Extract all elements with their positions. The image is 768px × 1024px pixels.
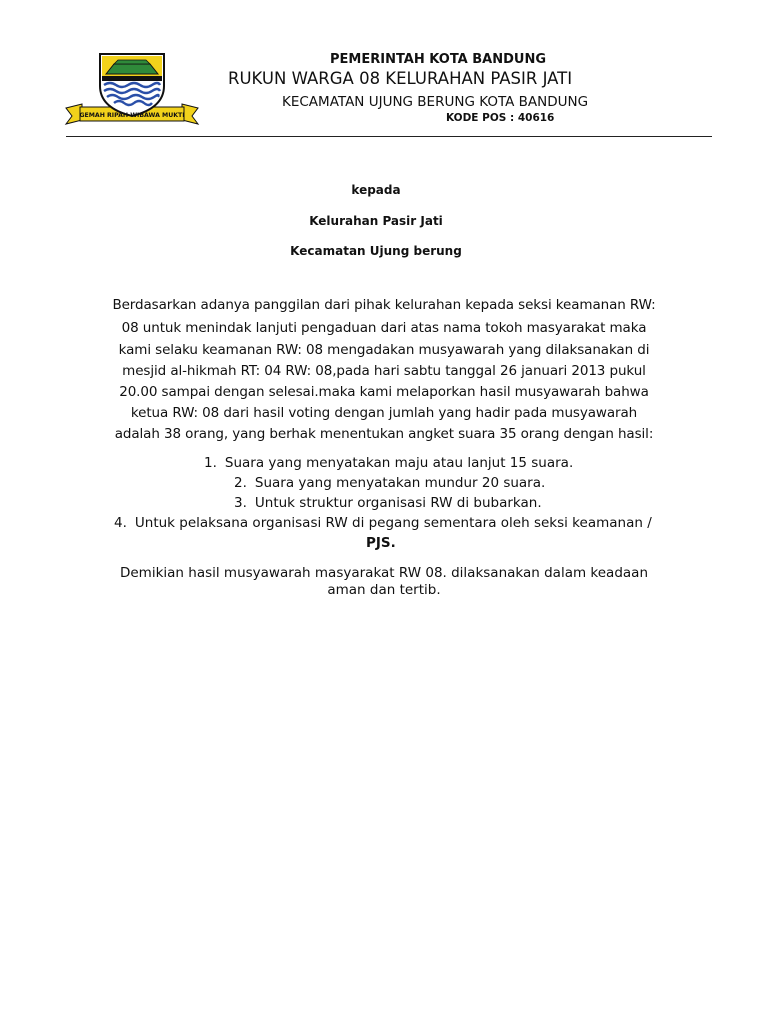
closing-line-2: aman dan tertib. [327,582,441,598]
list-item [114,515,652,531]
list-item [204,455,573,471]
list-item-number: 4. [114,515,127,531]
letterhead-divider [66,136,712,137]
body-line: Berdasarkan adanya panggilan dari pihak kelurahan kepada seksi keamanan RW: [112,297,656,313]
body-line: adalah 38 orang, yang berhak menentukan angket suara 35 orang dengan hasil: [114,426,654,442]
list-item-number: 1. [204,455,217,471]
closing-line-1: Demikian hasil musyawarah masyarakat RW 08. dilaksanakan dalam keadaan [119,565,649,581]
list-item-text: Suara yang menyatakan maju atau lanjut 15 suara. [224,455,574,471]
list-item-text: Untuk pelaksana organisasi RW di pegang sementara oleh seksi keamanan / [134,515,652,531]
list-item-continuation: PJS. [366,535,396,551]
letterhead-government: PEMERINTAH KOTA BANDUNG [330,52,547,67]
list-item-number: 3. [234,495,247,511]
list-item [234,475,545,491]
list-item-text: Untuk struktur organisasi RW di bubarkan. [254,495,542,511]
recipient-district: Kecamatan Ujung berung [290,244,462,258]
recipient-name: Kelurahan Pasir Jati [309,214,443,228]
body-line: 20.00 sampai dengan selesai.maka kami melaporkan hasil musyawarah bahwa [119,384,649,400]
letterhead-organization: RUKUN WARGA 08 KELURAHAN PASIR JATI [228,69,573,88]
letterhead-postal-code: KODE POS : 40616 [446,112,555,124]
body-line: ketua RW: 08 dari hasil voting dengan jumlah yang hadir pada musyawarah [130,405,638,421]
list-item-number: 2. [234,475,247,491]
letterhead-district: KECAMATAN UJUNG BERUNG KOTA BANDUNG [282,94,589,110]
body-line: mesjid al-hikmah RT: 04 RW: 08,pada hari sabtu tanggal 26 januari 2013 pukul [122,363,646,379]
svg-text:GEMAH RIPAH WIBAWA MUKTI: GEMAH RIPAH WIBAWA MUKTI [79,112,185,119]
body-line: 08 untuk menindak lanjuti pengaduan dari atas nama tokoh masyarakat maka [121,320,647,336]
bandung-coat-of-arms-logo [62,50,202,130]
list-item-text: Suara yang menyatakan mundur 20 suara. [254,475,546,491]
list-item [234,495,542,511]
body-line: kami selaku keamanan RW: 08 mengadakan musyawarah yang dilaksanakan di [118,342,650,358]
recipient-to: kepada [351,183,401,197]
